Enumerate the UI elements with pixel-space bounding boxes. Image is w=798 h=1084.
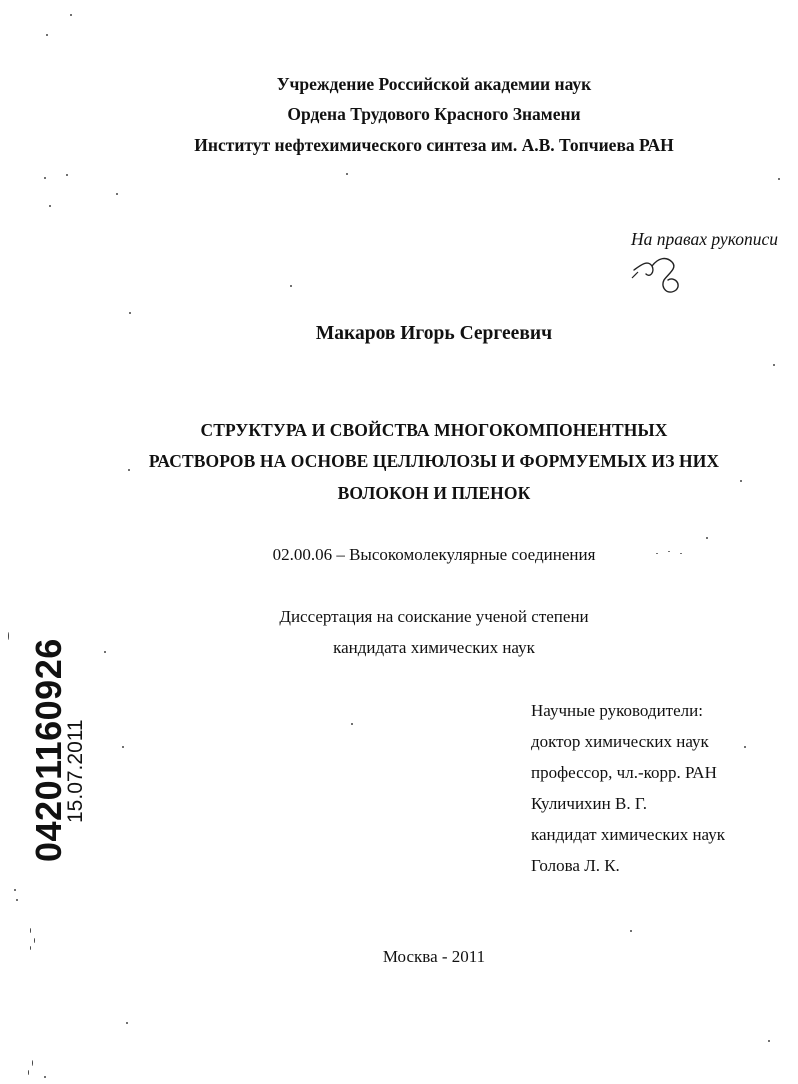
institution-line-3: Институт нефтехимического синтеза им. А.В. Топчиева РАН (194, 135, 674, 155)
degree-line-1: Диссертация на соискание ученой степени (279, 607, 589, 626)
thesis-title-line-3: ВОЛОКОН И ПЛЕНОК (337, 483, 531, 503)
supervisor-line: Куличихин В. Г. (531, 794, 647, 813)
author-name: Макаров Игорь Сергеевич (315, 323, 553, 344)
institution-line-1: Учреждение Российской академии наук (276, 74, 592, 94)
institution-line-2: Ордена Трудового Красного Знамени (287, 104, 581, 124)
stamp-date: 15.07.2011 (64, 719, 87, 823)
supervisor-line: Голова Л. К. (531, 856, 620, 875)
supervisor-line: доктор химических наук (531, 732, 709, 751)
supervisor-line: кандидат химических наук (531, 825, 725, 844)
thesis-title-line-2: РАСТВОРОВ НА ОСНОВЕ ЦЕЛЛЮЛОЗЫ И ФОРМУЕМЫХ ИЗ НИХ (148, 451, 720, 471)
specialty: 02.00.06 – Высокомолекулярные соединения (272, 545, 596, 564)
thesis-title-line-1: СТРУКТУРА И СВОЙСТВА МНОГОКОМПОНЕНТНЫХ (200, 420, 668, 440)
city-year: Москва - 2011 (382, 947, 486, 966)
supervisors-heading: Научные руководители: (531, 701, 703, 720)
stamp-number: 04201160926 (28, 638, 69, 862)
supervisor-line: профессор, чл.-корр. РАН (531, 763, 717, 782)
signature (628, 252, 688, 298)
degree-line-2: кандидата химических наук (333, 638, 535, 657)
manuscript-rights: На правах рукописи (631, 229, 778, 249)
